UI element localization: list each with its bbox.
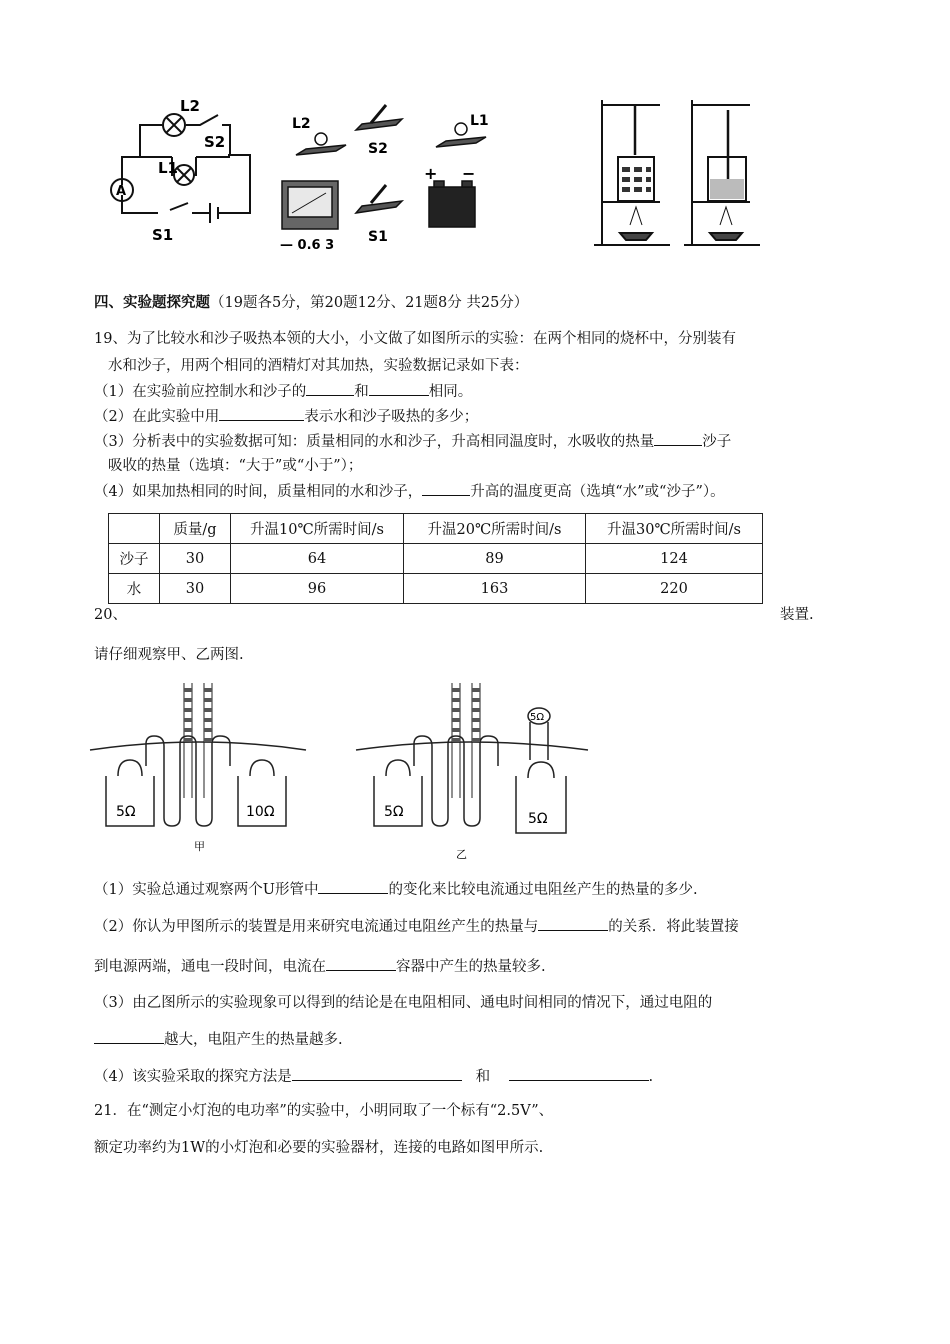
answer-blank[interactable]	[94, 1029, 164, 1044]
q19-part-3-cont: 吸收的热量（选填：“大于”或“小于”）；	[108, 458, 363, 474]
answer-blank[interactable]	[292, 1066, 462, 1081]
table-cell: 163	[404, 574, 586, 604]
answer-blank[interactable]	[422, 481, 470, 496]
q19-p2-text-a: （2）在此实验中用	[94, 409, 220, 425]
resistor-label: 5Ω	[384, 804, 404, 820]
battery-plus: +	[424, 164, 438, 183]
table-header-cell: 升温10℃所需时间/s	[231, 514, 404, 544]
answer-blank[interactable]	[306, 381, 354, 396]
table-cell: 96	[231, 574, 404, 604]
q21-line-1: 21．在“测定小灯泡的电功率”的实验中，小明同取了一个标有“2.5V”、	[94, 1103, 554, 1119]
answer-blank[interactable]	[326, 956, 396, 971]
meter-scale-label: — 0.6 3	[280, 238, 335, 253]
label-s2: S2	[204, 133, 226, 151]
resistor-label: 10Ω	[246, 804, 275, 820]
figure-caption-jia: 甲	[194, 840, 205, 853]
circuit-parts-figure	[276, 95, 501, 255]
table-row	[109, 544, 763, 574]
section-heading	[94, 293, 528, 313]
q19-p4-text-a: （4）如果加热相同的时间，质量相同的水和沙子，	[94, 484, 423, 500]
q19-p3-text-b: 沙子	[702, 434, 732, 450]
table-row	[109, 574, 763, 604]
q20-p3-text-b: 越大，电阻产生的热量越多.	[164, 1032, 343, 1048]
q20-observe: 请仔细观察甲、乙两图.	[94, 647, 244, 663]
q20-p2-text-d: 容器中产生的热量较多.	[396, 959, 546, 975]
q19-part-2	[94, 406, 478, 427]
section-note: （19题各5分，第20题12分、21题8分 共25分）	[210, 295, 529, 311]
table-cell: 220	[586, 574, 763, 604]
circuit-diagram	[100, 95, 260, 245]
part-label-l2: L2	[292, 116, 311, 132]
table-header-cell: 质量/g	[160, 514, 231, 544]
q20-part-3: （3）由乙图所示的实验现象可以得到的结论是在电阻相同、通电时间相同的情况下，通过电阻的	[94, 995, 713, 1011]
u-tube-apparatus-figure	[88, 678, 598, 863]
table-cell: 水	[109, 574, 160, 604]
q20-p4-text-a: （4）该实验采取的探究方法是	[94, 1069, 292, 1085]
resistor-label: 5Ω	[530, 712, 545, 723]
table-cell: 124	[586, 544, 763, 574]
q20-p2-text-c: 到电源两端，通电一段时间，电流在	[94, 959, 326, 975]
q20-part-2	[94, 916, 739, 937]
resistor-label: 5Ω	[528, 811, 548, 827]
answer-blank[interactable]	[538, 916, 608, 931]
table-cell: 30	[160, 574, 231, 604]
q20-part-4	[94, 1066, 653, 1087]
q20-p4-text-c: .	[648, 1069, 654, 1085]
table-header-cell: 升温30℃所需时间/s	[586, 514, 763, 544]
section-title: 四、实验题探究题	[94, 295, 210, 311]
table-cell: 30	[160, 544, 231, 574]
q20-p2-text-a: （2）你认为甲图所示的装置是用来研究电流通过电阻丝产生的热量与	[94, 919, 539, 935]
ammeter-label: A	[116, 184, 127, 199]
q19-part-1	[94, 381, 472, 402]
table-cell: 沙子	[109, 544, 160, 574]
part-label-s1: S1	[368, 229, 388, 245]
answer-blank[interactable]	[219, 406, 304, 421]
table-header-row	[109, 514, 763, 544]
q19-p1-text-b: 和	[354, 384, 369, 400]
q21-line-2: 额定功率约为1W的小灯泡和必要的实验器材，连接的电路如图甲所示.	[94, 1140, 544, 1156]
figure-caption-yi: 乙	[456, 848, 467, 861]
q20-part-1	[94, 879, 698, 900]
q19-part-4	[94, 481, 725, 502]
q19-p3-text-a: （3）分析表中的实验数据可知：质量相同的水和沙子，升高相同温度时，水吸收的热量	[94, 434, 655, 450]
data-table	[108, 513, 763, 604]
part-label-s2: S2	[368, 141, 388, 157]
q20-cutoff-start: 20、	[94, 607, 127, 623]
answer-blank[interactable]	[654, 431, 702, 446]
answer-blank[interactable]	[509, 1066, 649, 1081]
q19-intro-1: 19、为了比较水和沙子吸热本领的大小，小文做了如图所示的实验：在两个相同的烧杯中，分别装有	[94, 331, 736, 347]
label-l2: L2	[180, 97, 200, 115]
table-cell: 64	[231, 544, 404, 574]
resistor-label: 5Ω	[116, 804, 136, 820]
q20-part-3-cont	[94, 1029, 343, 1050]
table-cell: 89	[404, 544, 586, 574]
answer-blank[interactable]	[369, 381, 429, 396]
q20-part-2-cont	[94, 956, 546, 977]
table-header-cell	[109, 514, 160, 544]
q19-p1-text-c: 相同。	[428, 384, 473, 400]
label-s1: S1	[152, 226, 174, 244]
q19-intro-2: 水和沙子，用两个相同的酒精灯对其加热，实验数据记录如下表：	[108, 358, 529, 374]
answer-blank[interactable]	[318, 879, 388, 894]
q19-p4-text-b: 升高的温度更高（选填“水”或“沙子”）。	[470, 484, 725, 500]
label-l1: L1	[158, 159, 178, 177]
q20-p2-text-b: 的关系．将此装置接	[608, 919, 739, 935]
q20-p1-text-a: （1）实验总通过观察两个U形管中	[94, 882, 319, 898]
heating-apparatus-figure	[590, 95, 770, 255]
part-label-l1: L1	[470, 113, 489, 129]
q19-part-3	[94, 431, 731, 452]
q19-p1-text-a: （1）在实验前应控制水和沙子的	[94, 384, 307, 400]
q20-p4-text-b: 和	[475, 1069, 491, 1085]
battery-minus: −	[462, 164, 476, 183]
q20-p1-text-b: 的变化来比较电流通过电阻丝产生的热量的多少.	[388, 882, 698, 898]
table-header-cell: 升温20℃所需时间/s	[404, 514, 586, 544]
q20-cutoff-end: 装置.	[780, 607, 814, 623]
q19-p2-text-b: 表示水和沙子吸热的多少；	[304, 409, 479, 425]
